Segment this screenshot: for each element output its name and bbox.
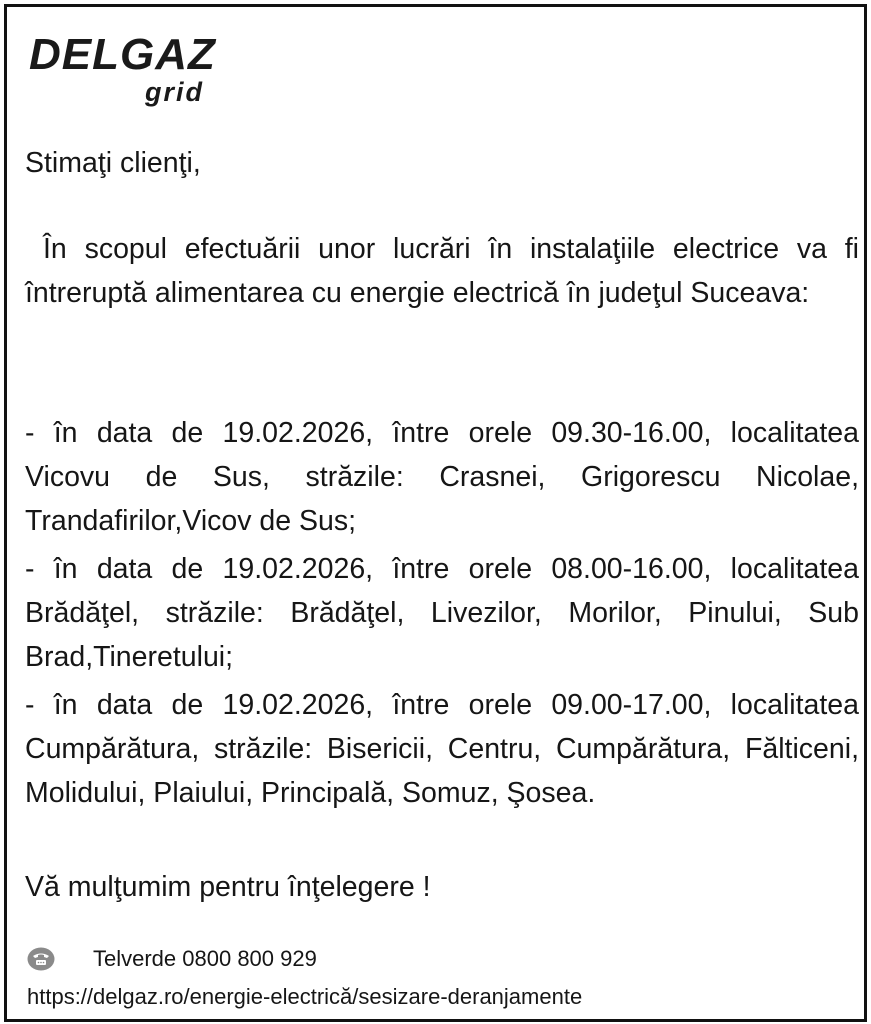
phone-icon bbox=[27, 947, 55, 971]
logo-wordmark: DELGAZ bbox=[29, 30, 216, 79]
phone-contact bbox=[27, 943, 627, 975]
logo-subtitle: grid bbox=[145, 77, 204, 107]
thanks-line: Vă mulţumim pentru înţelegere ! bbox=[25, 871, 431, 903]
outage-item-vicovu: - în data de 19.02.2026, între orele 09.30-16.00, localitatea Vicovu de Sus, străzile: Crasnei, Grigorescu Nicolae, Trandafirilor,Vicov de Sus; bbox=[25, 417, 859, 537]
intro-paragraph: În scopul efectuării unor lucrări în instalaţiile electrice va fi întreruptă alimentarea cu energie electrică în judeţul Suceava: bbox=[25, 233, 859, 309]
outage-item-cumparatura: - în data de 19.02.2026, între orele 09.00-17.00, localitatea Cumpărătura, străzile: Bisericii, Centru, Cumpărătura, Fălticeni, Molidului, Plaiului, Principală, Somuz, Şosea. bbox=[25, 689, 859, 809]
greeting: Stimaţi clienţi, bbox=[25, 147, 201, 179]
phone-number: Telverde 0800 800 929 bbox=[93, 946, 317, 971]
delgaz-grid-logo bbox=[29, 30, 229, 111]
notice-frame bbox=[4, 4, 867, 1022]
outage-item-bradatel: - în data de 19.02.2026, între orele 08.00-16.00, localitatea Brădăţel, străzile: Brădăţel, Livezilor, Morilor, Pinului, Sub Brad,Tineretului; bbox=[25, 553, 859, 673]
report-url-link[interactable]: https://delgaz.ro/energie-electrică/sesizare-deranjamente bbox=[27, 984, 583, 1009]
